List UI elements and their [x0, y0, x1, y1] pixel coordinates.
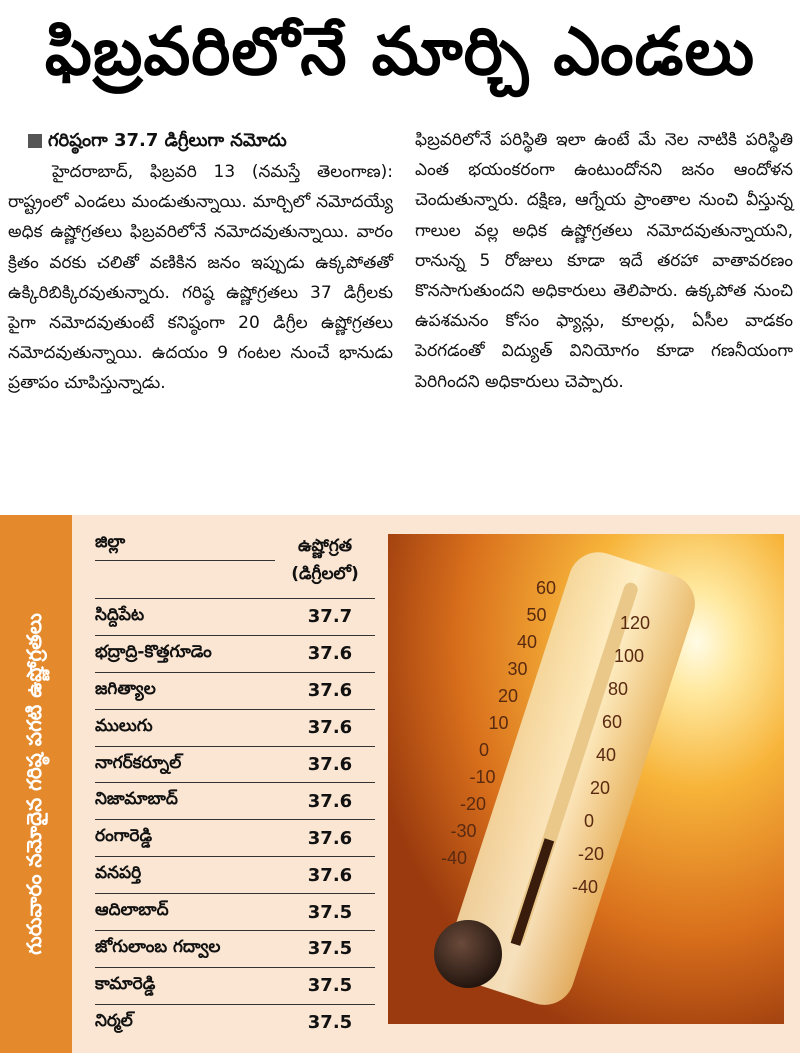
scale-label: 40: [596, 745, 617, 765]
scale-label: -10: [469, 767, 496, 787]
district-cell: కామారెడ్డి: [95, 973, 156, 994]
district-cell: భద్రాద్రి-కొత్తగూడెం: [95, 641, 212, 662]
scale-label: -20: [460, 794, 487, 814]
left-column: [8, 125, 393, 399]
scale-label: 120: [620, 613, 651, 633]
table-row: [95, 635, 375, 672]
temp-cell: 37.6: [307, 827, 353, 849]
district-cell: నిజామాబాద్: [95, 789, 178, 810]
district-cell: ఆదిలాబాద్: [95, 900, 169, 921]
temp-cell: 37.6: [307, 790, 353, 812]
scale-label: 10: [488, 713, 509, 733]
table-row: [95, 819, 375, 856]
header-district: జిల్లా: [95, 532, 126, 552]
table-row: [95, 893, 375, 930]
temp-cell: 37.7: [307, 606, 353, 628]
district-cell: రంగారెడ్డి: [95, 826, 153, 847]
scale-label: 20: [590, 778, 611, 798]
temperature-table: [95, 598, 375, 1041]
temp-cell: 37.5: [307, 901, 353, 923]
temp-cell: 37.6: [307, 717, 353, 739]
scale-label: -40: [441, 848, 468, 868]
thermometer-photo: [388, 534, 784, 1024]
scale-label: 80: [608, 679, 629, 699]
header-temp-label: ఉష్ణోగ్రత: [297, 536, 352, 556]
district-cell: సిద్దిపేట: [95, 604, 145, 625]
district-cell: వనపర్తి: [95, 863, 142, 884]
scale-label: 100: [614, 646, 645, 666]
district-cell: ములుగు: [95, 715, 153, 736]
district-cell: జోగులాంబ గద్వాల: [95, 936, 221, 957]
thermometer-illustration: [388, 534, 784, 1024]
scale-label: 40: [517, 632, 538, 652]
table-row: [95, 967, 375, 1004]
right-column: [415, 125, 793, 397]
side-title: గురువారం నమోదైన గరిష్ఠ పగటి ఉష్ణోగ్రతలు: [21, 613, 46, 955]
table-row: [95, 1004, 375, 1041]
thermometer-bulb: [434, 920, 502, 988]
temp-cell: 37.6: [307, 754, 353, 775]
table-row: [95, 782, 375, 819]
header-temp-unit: (డిగ్రీలలో): [291, 564, 359, 584]
temp-cell: 37.6: [307, 864, 353, 886]
temp-cell: 37.6: [307, 680, 353, 702]
header-temp: [275, 532, 375, 588]
scale-label: 20: [498, 686, 519, 706]
subheadline: గరిష్ఠంగా 37.7 డిగ్రీలుగా నమోదు: [8, 125, 393, 157]
temp-cell: 37.6: [307, 643, 353, 665]
table-row: [95, 672, 375, 709]
temp-cell: 37.5: [307, 938, 353, 960]
header-divider: [95, 560, 275, 561]
scale-label: 0: [479, 740, 490, 760]
right-paragraph: ఫిబ్రవరిలోనే పరిస్థితి ఇలా ఉంటే మే నెల నాటికి పరిస్థితి ఎంత భయంకరంగా ఉంటుందోనని జనం ఆందోళన చెందుతున్నారు. దక్షిణ, ఆగ్నేయ ప్రాంతాల నుంచి వీస్తున్న గాలుల వల్ల అధిక ఉష్ణోగ్రతలు నమోదవుతున్నాయని, రానున్న 5 రోజులు కూడా ఇదే తరహా వాతావరణం కొనసాగుతుందని అధికారులు తెలిపారు. ఉక్కపోత నుంచి ఉపశమనం కోసం ఫ్యాన్లు, కూలర్లు, ఏసీల వాడకం పెరగడంతో విద్యుత్ వినియోగం కూడా గణనీయంగా పెరిగిందని అధికారులు చెప్పారు.: [415, 130, 793, 392]
district-cell: నాగర్‌కర్నూల్: [95, 752, 182, 773]
table-row: [95, 856, 375, 893]
scale-label: 0: [584, 811, 595, 831]
scale-label: -20: [578, 844, 605, 864]
headline: ఫిబ్రవరిలోనే మార్చి ఎండలు: [44, 12, 756, 90]
scale-label: 60: [602, 712, 623, 732]
table-row: [95, 746, 375, 783]
scale-label: -40: [572, 877, 599, 897]
scale-label: 60: [536, 578, 557, 598]
temp-cell: 37.5: [307, 975, 353, 997]
temp-cell: 37.5: [307, 1012, 353, 1034]
table-row: [95, 930, 375, 967]
scale-label: 50: [526, 605, 547, 625]
district-cell: నిర్మల్: [95, 1010, 133, 1031]
district-cell: జగిత్యాల: [95, 678, 156, 699]
table-row: [95, 709, 375, 746]
left-paragraph: హైదరాబాద్, ఫిబ్రవరి 13 (నమస్తే తెలంగాణ): రాష్ట్రంలో ఎండలు మండుతున్నాయి. మార్చిలో నమోదయ్యే అధిక ఉష్ణోగ్రతలు ఫిబ్రవరిలోనే నమోదవుతున్నాయి. వారం క్రితం వరకు చలితో వణికిన జనం ఇప్పుడు ఉక్కపోతతో ఉక్కిరిబిక్కిరవుతున్నారు. గరిష్ఠ ఉష్ణోగ్రతలు 37 డిగ్రీలకు పైగా నమోదవుతుంటే కనిష్ఠంగా 20 డిగ్రీల ఉష్ణోగ్రతలు నమోదవుతున్నాయి. ఉదయం 9 గంటల నుంచే భానుడు ప్రతాపం చూపిస్తున్నాడు.: [8, 162, 393, 394]
scale-label: -30: [450, 821, 477, 841]
table-row: [95, 598, 375, 635]
scale-label: 30: [507, 659, 528, 679]
